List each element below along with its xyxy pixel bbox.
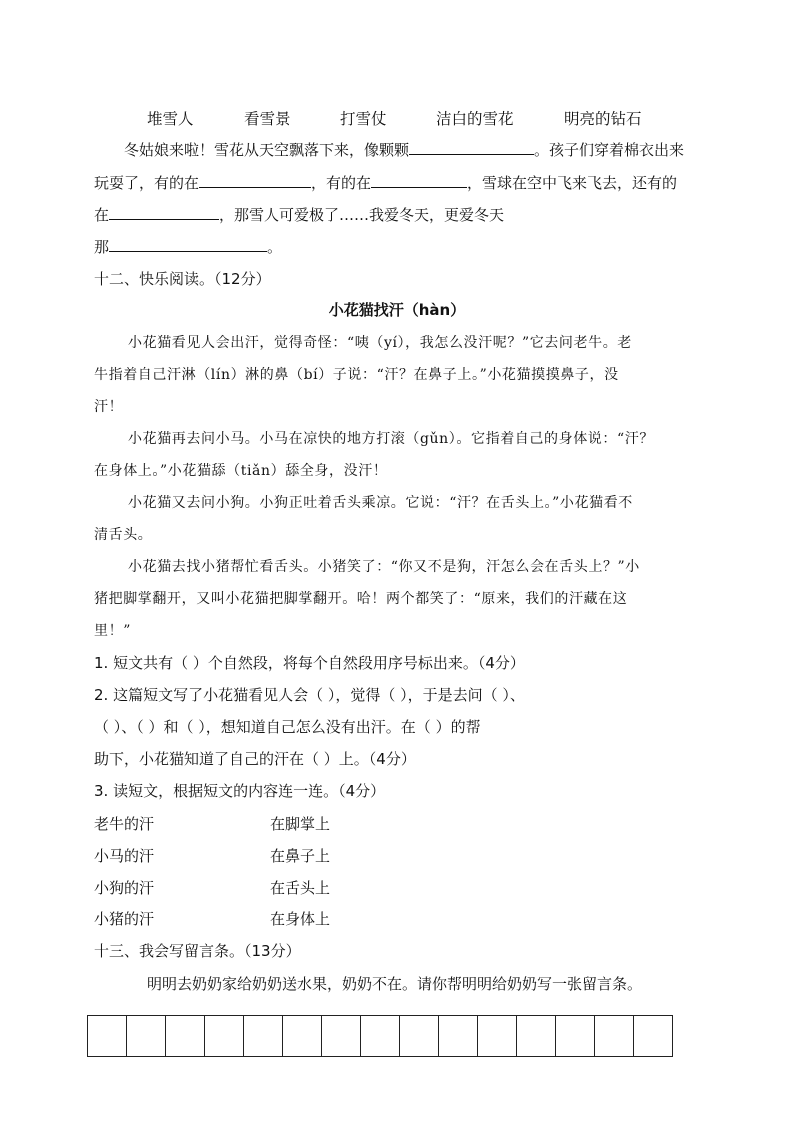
- writing-grid-cell[interactable]: [477, 1015, 517, 1057]
- writing-grid-cell[interactable]: [87, 1015, 127, 1057]
- match-right-item[interactable]: 在舌头上: [270, 879, 331, 897]
- writing-grid-cell[interactable]: [321, 1015, 361, 1057]
- match-left-item[interactable]: 小狗的汗: [94, 879, 155, 897]
- story-paragraph-3-cont: 清舌头。: [94, 527, 153, 543]
- story-paragraph-1-end: 汗！: [94, 399, 124, 415]
- note-prompt: 明明去奶奶家给奶奶送水果，奶奶不在。请你帮明明给奶奶写一张留言条。: [147, 975, 643, 993]
- writing-grid-cell[interactable]: [438, 1015, 478, 1057]
- story-paragraph-4-cont: 猪把脚掌翻开，又叫小花猫把脚掌翻开。哈！两个都笑了：“原来，我们的汗藏在这: [94, 591, 628, 607]
- fill-passage-line-3: 在 ，那雪人可爱极了……我爱冬天，更爱冬天: [94, 206, 505, 224]
- story-paragraph-1-cont: 牛指着自己汗淋（lín）淋的鼻（bí）子说：“汗？在鼻子上。”小花猫摸摸鼻子，没: [94, 367, 619, 383]
- fill-blank[interactable]: [109, 236, 267, 252]
- story-paragraph-3: 小花猫又去问小狗。小狗正吐着舌头乘凉。它说：“汗？在舌头上。”小花猫看不: [128, 495, 633, 511]
- writing-grid: [88, 1015, 673, 1057]
- question-2-cont: （ ）、（ ）和（ ），想知道自己怎么没有出汗。在（ ）的帮: [94, 718, 481, 736]
- question-2-end: 助下，小花猫知道了自己的汗在（ ）上。（4分）: [94, 750, 416, 768]
- writing-grid-cell[interactable]: [126, 1015, 166, 1057]
- fill-blank[interactable]: [371, 172, 467, 188]
- story-paragraph-2-cont: 在身体上。”小花猫舔（tiǎn）舔全身，没汗！: [94, 463, 388, 479]
- writing-grid-cell[interactable]: [165, 1015, 205, 1057]
- match-left-item[interactable]: 小马的汗: [94, 847, 155, 865]
- story-paragraph-1: 小花猫看见人会出汗，觉得奇怪：“咦（yí），我怎么没汗呢？”它去问老牛。老: [128, 335, 632, 351]
- fill-passage-line-4: 那 。: [94, 238, 283, 256]
- writing-grid-cell[interactable]: [633, 1015, 673, 1057]
- word-bank-item: 明亮的钻石: [564, 110, 642, 128]
- writing-grid-cell[interactable]: [399, 1015, 439, 1057]
- writing-grid-cell[interactable]: [516, 1015, 556, 1057]
- story-paragraph-4-end: 里！”: [94, 623, 131, 639]
- writing-grid-cell[interactable]: [360, 1015, 400, 1057]
- writing-grid-cell[interactable]: [204, 1015, 244, 1057]
- fill-blank[interactable]: [109, 204, 219, 220]
- match-right-item[interactable]: 在身体上: [270, 910, 331, 928]
- word-bank-item: 打雪仗: [340, 110, 387, 128]
- section-12-heading: 十二、快乐阅读。（12分）: [94, 270, 271, 288]
- question-2: 2. 这篇短文写了小花猫看见人会（ ），觉得（ ），于是去问（ ）、: [94, 686, 525, 704]
- story-paragraph-4: 小花猫去找小猪帮忙看舌头。小猪笑了：“你又不是狗，汗怎么会在舌头上？”小: [128, 559, 640, 575]
- question-3: 3. 读短文，根据短文的内容连一连。（4分）: [94, 782, 386, 800]
- writing-grid-cell[interactable]: [594, 1015, 634, 1057]
- match-left-item[interactable]: 老牛的汗: [94, 815, 155, 833]
- word-bank-item: 堆雪人: [147, 110, 194, 128]
- story-paragraph-2: 小花猫再去问小马。小马在凉快的地方打滚（gǔn）。它指着自己的身体说：“汗？: [128, 431, 654, 447]
- fill-passage-line-2: 玩耍了，有的在 ，有的在 ，雪球在空中飞来飞去，还有的: [94, 174, 678, 192]
- section-13-heading: 十三、我会写留言条。（13分）: [94, 942, 301, 960]
- fill-blank[interactable]: [199, 172, 311, 188]
- fill-blank[interactable]: [409, 139, 534, 155]
- question-1: 1. 短文共有（ ）个自然段，将每个自然段用序号标出来。（4分）: [94, 654, 525, 672]
- match-left-item[interactable]: 小猪的汗: [94, 910, 155, 928]
- word-bank-item: 看雪景: [244, 110, 291, 128]
- match-right-item[interactable]: 在鼻子上: [270, 847, 331, 865]
- word-bank-item: 洁白的雪花: [436, 110, 514, 128]
- fill-passage-line-1: 冬姑娘来啦！雪花从天空飘落下来，像颗颗 。孩子们穿着棉衣出来: [124, 141, 685, 159]
- writing-grid-cell[interactable]: [282, 1015, 322, 1057]
- story-title: 小花猫找汗（hàn）: [328, 301, 466, 319]
- writing-grid-cell[interactable]: [243, 1015, 283, 1057]
- match-right-item[interactable]: 在脚掌上: [270, 815, 331, 833]
- writing-grid-cell[interactable]: [555, 1015, 595, 1057]
